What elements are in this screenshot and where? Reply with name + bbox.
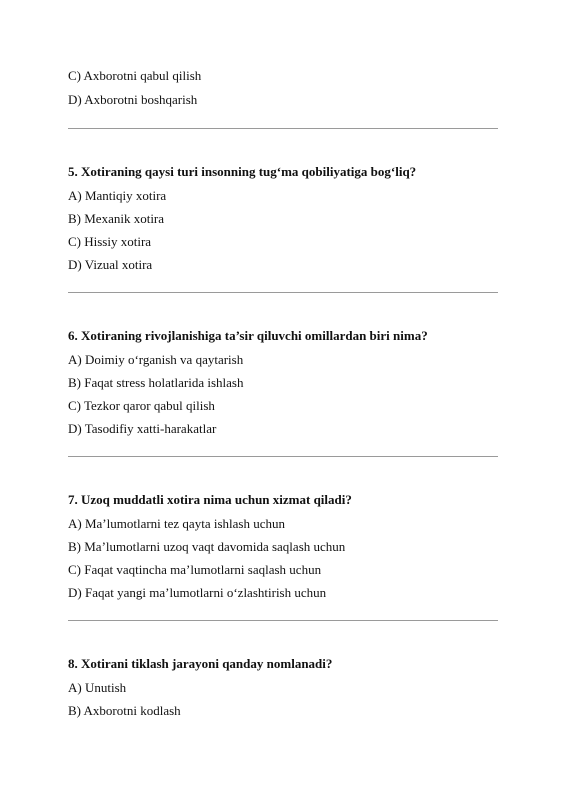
question-6-option-b: B) Faqat stress holatlarida ishlash — [68, 375, 244, 390]
separator-line — [68, 456, 498, 457]
option-c: C) Axborotni qabul qilish — [68, 68, 202, 83]
question-7-title: 7. Uzoq muddatli xotira nima uchun xizmat qiladi? — [68, 492, 352, 507]
question-7-option-b: B) Ma’lumotlarni uzoq vaqt davomida saqlash uchun — [68, 539, 346, 554]
question-5-option-c: C) Hissiy xotira — [68, 234, 152, 249]
separator-line — [68, 620, 498, 621]
separator-line — [68, 292, 498, 293]
question-7-option-d: D) Faqat yangi ma’lumotlarni o‘zlashtirish uchun — [68, 585, 327, 600]
question-6-option-d: D) Tasodifiy xatti-harakatlar — [68, 421, 217, 436]
question-8-option-a: A) Unutish — [68, 680, 127, 695]
question-6-option-c: C) Tezkor qaror qabul qilish — [68, 398, 215, 413]
option-d: D) Axborotni boshqarish — [68, 92, 198, 107]
question-6-option-a: A) Doimiy o‘rganish va qaytarish — [68, 352, 244, 367]
question-5-title: 5. Xotiraning qaysi turi insonning tug‘ma qobiliyatiga bog‘liq? — [68, 164, 417, 179]
separator-line — [68, 128, 498, 129]
question-8-title: 8. Xotirani tiklash jarayoni qanday nomlanadi? — [68, 656, 333, 671]
question-5-option-d: D) Vizual xotira — [68, 257, 153, 272]
question-5-option-b: B) Mexanik xotira — [68, 211, 165, 226]
question-7-option-c: C) Faqat vaqtincha ma’lumotlarni saqlash uchun — [68, 562, 322, 577]
question-7-option-a: A) Ma’lumotlarni tez qayta ishlash uchun — [68, 516, 285, 531]
question-6-title: 6. Xotiraning rivojlanishiga ta’sir qiluvchi omillardan biri nima? — [68, 328, 428, 343]
question-5-option-a: A) Mantiqiy xotira — [68, 188, 167, 203]
question-8-option-b: B) Axborotni kodlash — [68, 703, 181, 718]
